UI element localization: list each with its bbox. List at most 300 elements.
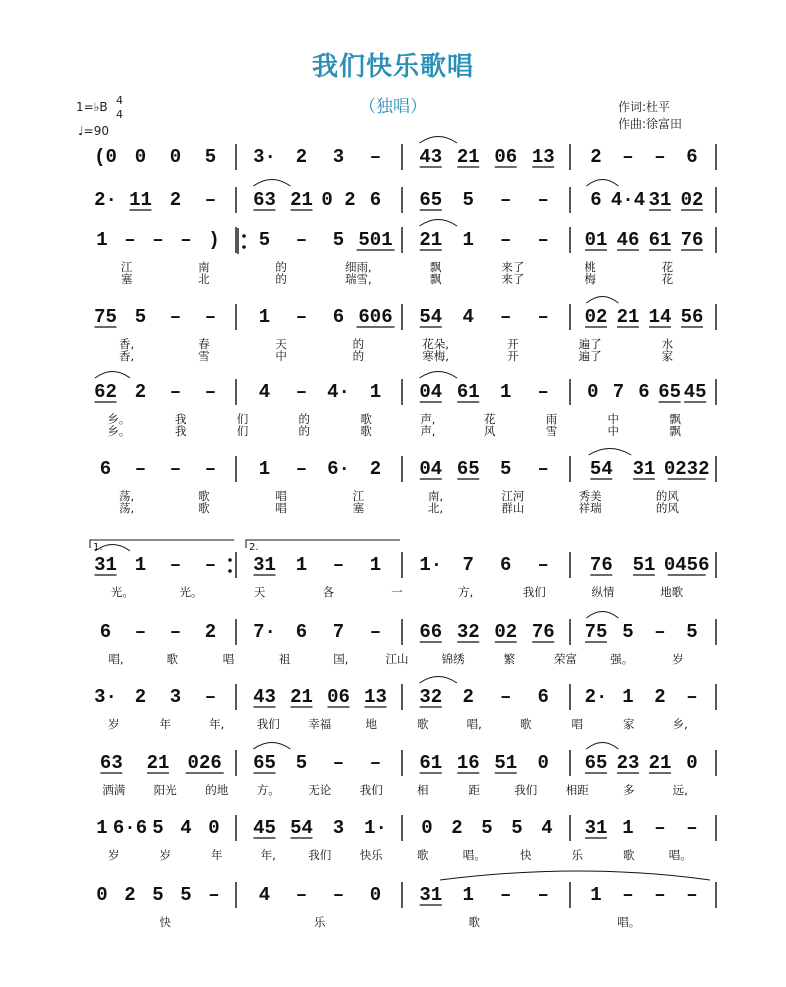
note: 1 [295, 554, 308, 576]
lyric-word: 中 [607, 424, 620, 438]
note: 6 [99, 621, 112, 643]
lyric-word: 各 [322, 585, 335, 599]
note: 21 [456, 146, 480, 168]
note: 5 [258, 229, 271, 251]
note: – [654, 884, 666, 906]
note: – [369, 621, 382, 643]
lyric-word: 花 [483, 412, 496, 426]
lyric-word: 唱 [275, 489, 287, 503]
lyric-word: 水 [661, 337, 674, 351]
lyric-word: 天 [253, 585, 266, 599]
lyric-word: 唱。 [617, 915, 641, 929]
lyric-word: 的 [352, 337, 365, 351]
lyric-word: 歌 [468, 915, 480, 929]
lyric-word: 距 [468, 783, 480, 797]
note: 0 [134, 146, 147, 168]
lyric-word: 们 [236, 412, 249, 426]
note: – [295, 884, 308, 906]
slur-arc [586, 180, 618, 187]
note: 3· [94, 686, 117, 708]
lyric-word: 家 [623, 717, 635, 731]
note: 3 [169, 686, 182, 708]
note: 6 [537, 686, 549, 708]
note: 21 [290, 686, 313, 708]
lyric-word: 我们 [359, 783, 383, 797]
note: 0 [587, 381, 599, 403]
note: – [654, 621, 666, 643]
lyric-word: 地 [365, 717, 377, 731]
note: 04 [419, 458, 443, 480]
note: 02 [494, 621, 518, 643]
lyric-word: 我 [174, 424, 187, 438]
lyric-word: 飘 [669, 424, 681, 438]
note: 1 [96, 229, 108, 251]
note: 5 [511, 817, 523, 839]
lyric-word: 的 [275, 260, 287, 274]
note: – [537, 306, 549, 328]
repeat-dot [228, 558, 232, 562]
note: 6 [369, 189, 382, 211]
lyric-word: 年 [211, 848, 223, 862]
note: 21 [290, 189, 313, 211]
note: – [654, 146, 666, 168]
note: 1 [500, 381, 512, 403]
note: 0 [537, 752, 549, 774]
lyric-word: 强。 [610, 652, 634, 666]
lyric-word: 风 [483, 424, 496, 438]
note: – [204, 554, 217, 576]
note: – [369, 146, 382, 168]
note: – [500, 686, 512, 708]
note: 31 [584, 817, 608, 839]
lyric-word: 年 [159, 717, 171, 731]
lyric-word: 们 [236, 424, 249, 438]
lyric-word: 声, [420, 412, 436, 426]
lyric-word: 北, [428, 501, 444, 515]
note: 4 [258, 381, 271, 403]
note: – [295, 381, 308, 403]
lyric-word: 细雨, [345, 260, 372, 274]
lyric-word: 桃 [584, 260, 596, 274]
lyric-word: 飘 [429, 272, 442, 286]
slur-arc [95, 372, 130, 379]
lyric-word: 春 [198, 337, 210, 351]
note: 54 [589, 458, 613, 480]
slur-arc [420, 137, 458, 144]
tempo-marking: ♩=90 [78, 124, 109, 138]
volta-bracket [90, 540, 234, 548]
note: 23 [616, 752, 640, 774]
note: 46 [616, 229, 640, 251]
lyric-word: 北 [198, 272, 210, 286]
note: 6· [327, 458, 350, 480]
lyric-word: 江 [120, 260, 133, 274]
note: 1 [462, 229, 474, 251]
lyric-word: 开 [507, 349, 519, 363]
note: – [332, 554, 345, 576]
lyric-word: 飘 [429, 260, 442, 274]
note: 02 [680, 189, 704, 211]
note: – [622, 884, 634, 906]
note: – [537, 458, 549, 480]
lyric-word: 的 [298, 424, 311, 438]
lyric-word: 家 [661, 349, 674, 363]
note: – [500, 229, 512, 251]
song-title: 我们快乐歌唱 [311, 52, 474, 82]
lyric-word: 秀美 [578, 489, 602, 503]
note: 65 [419, 189, 443, 211]
note: 51 [494, 752, 518, 774]
note: – [169, 554, 182, 576]
lyric-word: 祖 [278, 652, 291, 666]
lyric-word: 遍了 [578, 349, 602, 363]
note: 2 [124, 884, 136, 906]
lyric-word: 江 [352, 489, 365, 503]
note: 501 [358, 229, 393, 251]
note: 45 [253, 817, 276, 839]
note: 7 [612, 381, 625, 403]
note: 32 [419, 686, 443, 708]
lyric-word: 来了 [501, 272, 525, 286]
note: 2 [134, 381, 147, 403]
lyric-word: 国, [333, 652, 349, 666]
note: 4 [180, 817, 192, 839]
note: 0 [169, 146, 182, 168]
lyric-word: 我 [174, 412, 187, 426]
note: 06 [327, 686, 350, 708]
note: 2 [590, 146, 602, 168]
note: 0232 [663, 458, 710, 480]
note: 5 [622, 621, 634, 643]
note: 21 [616, 306, 640, 328]
lyric-word: 远, [672, 783, 688, 797]
note: – [369, 752, 382, 774]
lyric-word: 的 [275, 272, 287, 286]
note: 0 [421, 817, 433, 839]
note: 1 [590, 884, 602, 906]
lyric-word: 来了 [501, 260, 525, 274]
note: 3· [253, 146, 276, 168]
lyric-word: 歌 [166, 652, 179, 666]
note: 5 [152, 817, 164, 839]
note: 04 [419, 381, 443, 403]
lyric-word: 雨 [545, 412, 558, 426]
note: 61 [419, 752, 443, 774]
note: 6 [500, 554, 512, 576]
lyric-word: 歌 [520, 717, 532, 731]
note: 2 [369, 458, 382, 480]
lyric-word: 岁 [108, 717, 120, 731]
lyric-word: 的风 [655, 501, 679, 515]
note: 31 [253, 554, 276, 576]
note: 0 [369, 884, 382, 906]
note: – [332, 884, 345, 906]
note: 1 [96, 817, 108, 839]
note: 01 [584, 229, 608, 251]
note: 1 [622, 817, 634, 839]
note: 7 [462, 554, 474, 576]
composer-credit: 作曲:徐富田 [618, 117, 683, 131]
slur-arc [589, 449, 632, 456]
lyric-word: 的 [352, 349, 365, 363]
note: 5 [295, 752, 308, 774]
lyric-word: 方。 [256, 783, 280, 797]
note: 21 [648, 752, 672, 774]
note: 3 [332, 817, 345, 839]
lyric-word: 我们 [308, 848, 332, 862]
lyric-word: 塞 [120, 272, 133, 286]
note: 06 [494, 146, 518, 168]
slur-arc [253, 743, 290, 750]
slur-arc [586, 743, 618, 750]
note: 75 [94, 306, 117, 328]
lyric-word: 的 [298, 412, 311, 426]
note: – [204, 306, 217, 328]
lyric-word: 唱 [571, 717, 583, 731]
note: 6 [295, 621, 308, 643]
note: 5 [462, 189, 474, 211]
lyric-word: 纵情 [591, 585, 615, 599]
lyric-word: 乡。 [107, 412, 131, 426]
lyric-word: 南 [198, 260, 210, 274]
lyric-word: 荡, [119, 489, 135, 503]
lyric-word: 洒满 [102, 783, 126, 797]
note: – [124, 229, 136, 251]
note: 2 [654, 686, 666, 708]
lyric-word: 岁 [108, 848, 120, 862]
note: 2· [94, 189, 117, 211]
note: 5 [481, 817, 493, 839]
volta-number: 2. [249, 542, 259, 553]
note: 2 [295, 146, 308, 168]
note: – [654, 817, 666, 839]
lyric-word: 南, [428, 489, 444, 503]
lyric-word: 香, [119, 349, 135, 363]
note: 5 [134, 306, 147, 328]
lyric-word: 快 [159, 915, 171, 929]
lyric-word: 我们 [522, 585, 546, 599]
note: 13 [531, 146, 555, 168]
note: 0 [686, 752, 698, 774]
note: 13 [364, 686, 387, 708]
note: 1 [258, 306, 271, 328]
note: – [295, 229, 308, 251]
lyric-word: 岁 [672, 652, 684, 666]
lyric-word: 花朵, [422, 337, 449, 351]
lyric-word: 声, [420, 424, 436, 438]
note: 1 [258, 458, 271, 480]
lyric-word: 歌 [198, 489, 210, 503]
note: 606 [358, 306, 393, 328]
note: 31 [419, 884, 443, 906]
note: 65 [253, 752, 276, 774]
note: – [204, 381, 217, 403]
note: 2 [451, 817, 463, 839]
note: 1 [462, 884, 474, 906]
lyric-word: 歌 [417, 848, 429, 862]
lyric-word: 阳光 [153, 783, 177, 797]
note: 6 [686, 146, 698, 168]
lyric-word: 江河 [501, 489, 525, 503]
note: – [537, 884, 549, 906]
repeat-dot [228, 569, 232, 573]
slur-arc [420, 372, 458, 379]
note: 54 [290, 817, 313, 839]
note: – [500, 884, 512, 906]
lyric-word: 唱。 [462, 848, 486, 862]
note: 21 [146, 752, 170, 774]
note: – [295, 306, 308, 328]
note: 66 [419, 621, 443, 643]
song-subtitle: （独唱） [359, 97, 427, 117]
note: 1 [622, 686, 634, 708]
note: 5 [500, 458, 512, 480]
note: 76 [680, 229, 704, 251]
lyric-word: 锦绣 [441, 652, 465, 666]
note: – [180, 229, 192, 251]
note: – [169, 621, 182, 643]
lyric-word: 花 [661, 272, 674, 286]
lyric-word: 年, [209, 717, 225, 731]
lyric-word: 无论 [308, 783, 332, 797]
lyric-word: 歌 [198, 501, 210, 515]
note: 65 [584, 752, 608, 774]
lyric-word: 的地 [205, 783, 229, 797]
repeat-dot [242, 245, 246, 249]
lyric-word: 乐 [571, 848, 583, 862]
note: 2 [134, 686, 147, 708]
note: 43 [253, 686, 276, 708]
lyric-word: 歌 [623, 848, 635, 862]
lyric-word: 群山 [501, 501, 525, 515]
key-signature: 1=♭B [76, 100, 108, 114]
lyric-word: 遍了 [578, 337, 602, 351]
lyric-word: 天 [275, 337, 287, 351]
note: 43 [419, 146, 443, 168]
lyric-word: 寒梅, [422, 349, 449, 363]
note: – [134, 621, 147, 643]
note: 0 [208, 817, 220, 839]
lyric-word: 方, [458, 585, 474, 599]
lyric-word: 塞 [352, 501, 365, 515]
note: 1 [369, 554, 382, 576]
lyric-word: 开 [507, 337, 519, 351]
note: – [537, 189, 549, 211]
note: 2· [584, 686, 608, 708]
lyric-word: 的风 [655, 489, 679, 503]
note: 2 [462, 686, 474, 708]
note: – [295, 458, 308, 480]
note: 6 [638, 381, 650, 403]
note: 6 [332, 306, 345, 328]
note: 5 [204, 146, 217, 168]
lyric-word: 唱, [108, 652, 124, 666]
note: 61 [648, 229, 672, 251]
lyric-word: 雪 [545, 424, 558, 438]
volta-number: 1. [93, 542, 103, 553]
note: – [537, 229, 549, 251]
note: 5 [332, 229, 345, 251]
lyric-word: 歌 [360, 412, 372, 426]
note: – [537, 554, 549, 576]
lyric-word: 唱 [222, 652, 235, 666]
note: 76 [531, 621, 555, 643]
lyric-word: 繁 [503, 652, 516, 666]
note: 31 [94, 554, 117, 576]
note: 0456 [663, 554, 710, 576]
tie-arc [440, 871, 710, 880]
note: 14 [648, 306, 672, 328]
lyric-word: 雪 [198, 349, 210, 363]
lyric-word: 快乐 [359, 848, 383, 862]
lyric-word: 花 [661, 260, 674, 274]
lyric-word: 唱。 [668, 848, 692, 862]
note: 63 [253, 189, 276, 211]
note: 21 [419, 229, 443, 251]
lyric-word: 乡, [672, 717, 688, 731]
lyric-word: 光。 [110, 585, 134, 599]
note: – [332, 752, 345, 774]
repeat-dot [242, 234, 246, 238]
note: 4 [258, 884, 271, 906]
note: 6 [99, 458, 112, 480]
note: 62 [94, 381, 117, 403]
lyric-word: 飘 [669, 412, 681, 426]
lyric-word: 唱, [466, 717, 482, 731]
note: 76 [589, 554, 613, 576]
note: 65 [658, 381, 682, 403]
note: 5 [686, 621, 698, 643]
slur-arc [586, 612, 618, 619]
note: 31 [632, 458, 656, 480]
lyric-word: 唱 [275, 501, 287, 515]
note: (0 [94, 146, 117, 168]
lyric-word: 年, [260, 848, 276, 862]
note: 5 [180, 884, 192, 906]
time-signature-top: 4 [116, 94, 123, 107]
slur-arc [253, 180, 290, 187]
note: 6 [590, 189, 602, 211]
lyric-word: 岁 [159, 848, 171, 862]
note: – [204, 189, 217, 211]
lyric-word: 相距 [565, 783, 589, 797]
note: 3 [332, 146, 345, 168]
lyric-word: 中 [607, 412, 620, 426]
note: 61 [456, 381, 480, 403]
lyric-word: 我们 [256, 717, 280, 731]
lyric-word: 多 [623, 783, 635, 797]
lyric-word: 中 [275, 349, 287, 363]
lyric-word: 相 [417, 783, 429, 797]
note: – [208, 884, 220, 906]
note: – [686, 817, 698, 839]
note: – [686, 686, 698, 708]
lyric-word: 瑞雪, [345, 272, 372, 286]
note: 32 [456, 621, 480, 643]
note: 51 [632, 554, 656, 576]
note: 4· [327, 381, 350, 403]
note: – [169, 458, 182, 480]
lyric-word: 祥瑞 [578, 501, 602, 515]
lyric-word: 一 [391, 585, 403, 599]
note: – [204, 458, 217, 480]
lyric-word: 香, [119, 337, 135, 351]
note: – [169, 381, 182, 403]
lyric-word: 快 [520, 848, 532, 862]
note: 02 [584, 306, 608, 328]
note: 5 [152, 884, 164, 906]
note: 6·6 [112, 817, 148, 839]
